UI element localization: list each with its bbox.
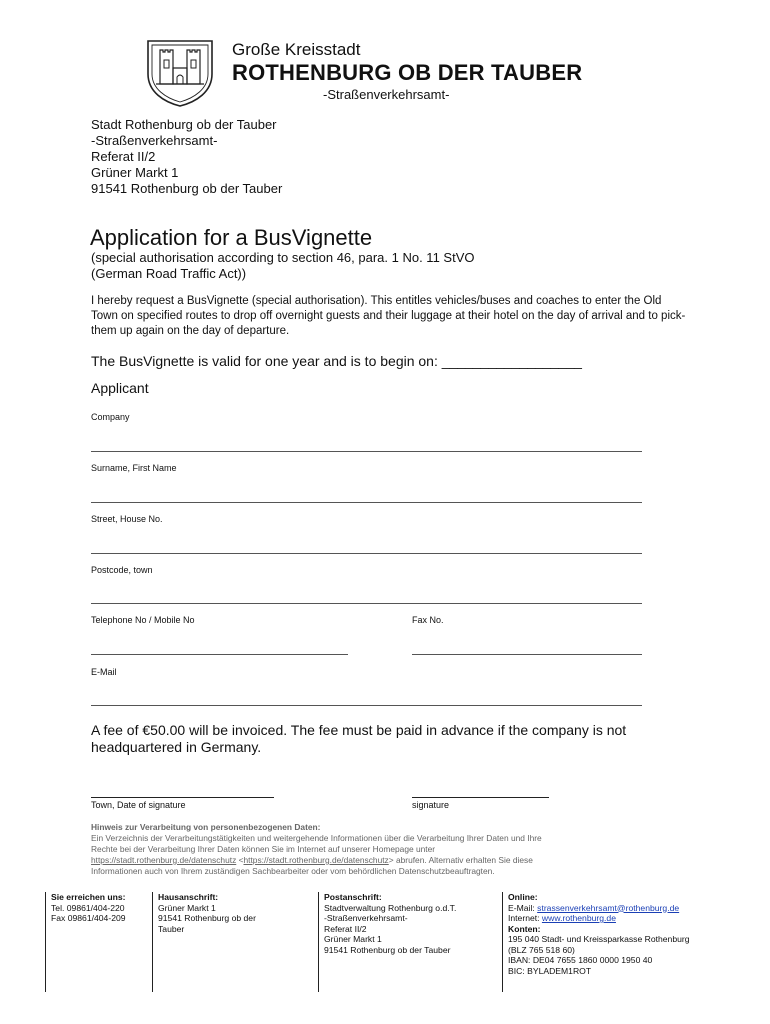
house-line: Grüner Markt 1 (158, 902, 216, 913)
address-line: Stadt Rothenburg ob der Tauber (91, 117, 277, 132)
city-crest-logo (146, 38, 214, 108)
postal-line: Stadtverwaltung Rothenburg o.d.T. (324, 902, 457, 913)
notice-line: Rechte bei der Verarbeitung Ihrer Daten können Sie im Internet auf unserer Homepage unter (91, 844, 436, 854)
street-label: Street, House No. (91, 514, 163, 524)
subtitle-line: (German Road Traffic Act)) (91, 266, 247, 281)
account-line: (BLZ 765 518 60) (508, 944, 575, 955)
postal-line: Referat II/2 (324, 923, 367, 934)
notice-line: https://stadt.rothenburg.de/datenschutz <https://stadt.rothenburg.de/datenschutz> abrufen. Alternativ erhalten Sie diese (91, 855, 533, 865)
privacy-link-2[interactable]: https://stadt.rothenburg.de/datenschutz (243, 855, 389, 865)
postal-heading: Postanschrift: (324, 892, 382, 902)
footer-postal-address (318, 892, 504, 992)
account-line: 195 040 Stadt- und Kreissparkasse Rothenburg (508, 934, 690, 944)
recipient-address (91, 117, 282, 197)
form-title: Application for a BusVignette (90, 225, 373, 250)
accounts-heading: Konten: (508, 923, 541, 934)
postal-line: 91541 Rothenburg ob der Tauber (324, 944, 451, 955)
signature-line[interactable] (412, 797, 549, 798)
footer-contact (45, 892, 148, 992)
account-line: BIC: BYLADEM1ROT (508, 965, 592, 976)
notice-line: Informationen auch von Ihrem zuständigen Sachbearbeiter oder vom behördlichen Datenschutzbeauftragten. (91, 866, 495, 876)
fee-notice: A fee of €50.00 will be invoiced. The fee must be paid in advance if the company is not headquartered in Germany. (91, 722, 627, 755)
house-heading: Hausanschrift: (158, 892, 219, 902)
contact-heading: Sie erreichen uns: (51, 892, 126, 902)
footer (45, 892, 735, 992)
email-link[interactable]: strassenverkehrsamt@rothenburg.de (537, 902, 680, 913)
telephone-field[interactable] (91, 654, 348, 655)
postal-line: -Straßenverkehrsamt- (324, 913, 408, 923)
street-field[interactable] (91, 553, 642, 554)
town-date-label: Town, Date of signature (91, 800, 186, 810)
name-field[interactable] (91, 502, 642, 503)
house-line: 91541 Rothenburg ob der (158, 913, 256, 923)
notice-line: Ein Verzeichnis der Verarbeitungstätigkeiten und weitergehende Informationen über die Verarbeitung Ihrer Daten und Ihre (91, 833, 542, 843)
header-city-name: ROTHENBURG OB DER TAUBER (232, 60, 583, 85)
contact-fax: Fax 09861/404-209 (51, 913, 126, 923)
footer-house-address (152, 892, 308, 992)
intro-paragraph: I hereby request a BusVignette (special authorisation). This entitles vehicles/buses and coaches to enter the Old Town on specified routes to drop off overnight guests and their luggage at their hotel on the day of arrival and to pick-them up again on the day of departure. (91, 295, 686, 337)
signature-label: signature (412, 800, 450, 810)
notice-line-tail: abrufen. Alternativ erhalten Sie diese (395, 855, 533, 865)
online-internet-row (508, 913, 733, 924)
website-link[interactable]: www.rothenburg.de (541, 913, 616, 923)
subtitle-line: (special authorisation according to section 46, para. 1 No. 11 StVO (91, 250, 475, 265)
validity-statement: The BusVignette is valid for one year and is to begin on: __________________ (91, 353, 582, 369)
address-line: -Straßenverkehrsamt- (91, 133, 218, 148)
online-heading: Online: (508, 892, 538, 902)
contact-phone: Tel. 09861/404-220 (51, 902, 125, 913)
fax-field[interactable] (412, 654, 642, 655)
postal-line: Grüner Markt 1 (324, 934, 382, 944)
form-subtitle (91, 250, 474, 282)
company-field[interactable] (91, 451, 642, 452)
notice-heading: Hinweis zur Verarbeitung von personenbezogenen Daten: (91, 822, 321, 832)
internet-label: Internet: (508, 913, 540, 923)
privacy-link[interactable]: https://stadt.rothenburg.de/datenschutz (91, 855, 237, 865)
town-date-signature-line[interactable] (91, 797, 274, 798)
email-label: E-Mail (91, 667, 117, 677)
footer-online (502, 892, 733, 992)
email-label-footer: E-Mail: (508, 902, 535, 913)
address-line: 91541 Rothenburg ob der Tauber (91, 181, 283, 196)
telephone-label: Telephone No / Mobile No (91, 615, 195, 625)
header-department: -Straßenverkehrsamt- (323, 87, 450, 102)
fax-label: Fax No. (412, 615, 444, 625)
address-line: Grüner Markt 1 (91, 165, 179, 180)
online-email-row (508, 903, 733, 914)
house-line: Tauber (158, 923, 185, 934)
account-line: IBAN: DE04 7655 1860 0000 1950 40 (508, 955, 653, 965)
applicant-heading: Applicant (91, 380, 149, 396)
postcode-label: Postcode, town (91, 565, 153, 575)
address-line: Referat II/2 (91, 149, 156, 164)
header-subtitle: Große Kreisstadt (232, 40, 361, 59)
company-label: Company (91, 412, 130, 422)
name-label: Surname, First Name (91, 463, 177, 473)
data-protection-notice (91, 822, 661, 877)
email-field[interactable] (91, 705, 642, 706)
postcode-field[interactable] (91, 603, 642, 604)
